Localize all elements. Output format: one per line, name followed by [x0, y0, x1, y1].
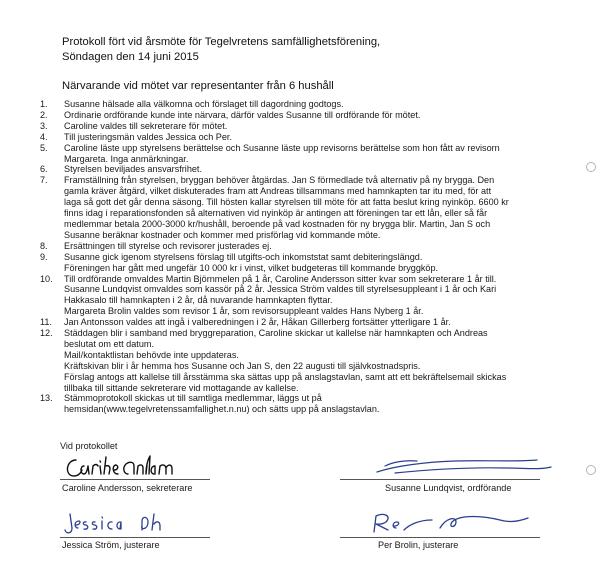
agenda-item-line: Caroline läste upp styrelsens berättelse och Susanne läste upp revisorns berättelse som hon fått av revisorn	[64, 142, 500, 153]
agenda-item-line: gamla kräver åtgärd, vilket diskuterades fram att Andreas tillsammans med hamnkapten tar itu med, för att	[64, 186, 492, 197]
agenda-item-text	[64, 143, 585, 165]
agenda-item-line: Kräftskivan blir i år hemma hos Susanne och Jan S, den 22 augusti till självkostnadspris.	[64, 360, 421, 371]
punch-hole	[586, 465, 596, 475]
agenda-item-text	[64, 274, 585, 318]
agenda-item	[40, 132, 585, 143]
agenda-item-line: Ersättningen till styrelse och revisorer justerades ej.	[64, 240, 272, 251]
agenda-item-line: Till ordförande omvaldes Martin Björnmelen på 1 år, Caroline Andersson sitter kvar som sekreterare 1 år till.	[64, 273, 497, 284]
agenda-item-text	[64, 175, 585, 240]
agenda-item-number: 5.	[40, 142, 48, 153]
adjuster2-signature	[360, 508, 560, 538]
agenda-item	[40, 110, 585, 121]
agenda-item-number: 1.	[40, 99, 48, 109]
agenda-item	[40, 164, 585, 175]
agenda-item-line: Susanne gick igenom styrelsens förslag till utgifts-och inkomststat samt debiteringslängd.	[64, 251, 423, 262]
agenda-item-line: finns idag i reparationsfonden så alternativen vid nyinköp är antingen att föreningen tar ett lån, eller så får	[64, 208, 488, 219]
agenda-item-line: hemsidan(www.tegelvretenssamfallighet.n.nu) och sätts upp på anslagstavlan.	[64, 404, 380, 415]
agenda-item-number: 7.	[40, 175, 48, 186]
agenda-item-number: 12.	[40, 328, 53, 339]
agenda-item	[40, 317, 585, 328]
agenda-item-line: Margareta. Inga anmärkningar.	[64, 153, 189, 164]
agenda-item	[40, 175, 585, 240]
agenda-item-line: Margareta Brolin valdes som revisor 1 år, som revisorsuppleant valdes Hans Nyberg 1 år.	[64, 306, 424, 317]
agenda-item-line: Förslag antogs att kallelse till årsstämma ska sättas upp på anslagstavlan, samt att ett bekräftelsemail skickas	[64, 371, 507, 382]
agenda-item-line: beslutat om ett datum.	[64, 338, 154, 349]
agenda-item-text	[64, 132, 585, 143]
adjuster1-signature	[62, 508, 202, 538]
agenda-item-text	[64, 252, 585, 274]
agenda-item	[40, 252, 585, 274]
meeting-date: Söndagen den 14 juni 2015	[62, 51, 199, 63]
agenda-item-line: Susanne Lundqvist omvaldes som kassör på 2 år. Jessica Ström valdes till styrelsesuppleant i 1 år och Kari	[64, 284, 497, 295]
agenda-item	[40, 143, 585, 165]
agenda-item-number: 9.	[40, 251, 48, 262]
signature-line	[340, 537, 540, 538]
agenda-item-line: Hakkasalo till hamnkapten i 2 år, då nuvarande hamnkapten flyttar.	[64, 295, 333, 306]
agenda-item	[40, 99, 585, 110]
attendance-line: Närvarande vid mötet var representanter från 6 hushåll	[62, 80, 334, 92]
agenda-item-line: Susanne hälsade alla välkomna och förslaget till dagordning godtogs.	[64, 99, 344, 109]
agenda-list	[40, 99, 585, 415]
agenda-item-text	[64, 99, 585, 110]
agenda-item-text	[64, 393, 585, 415]
agenda-item-line: Till justeringsmän valdes Jessica och Per.	[64, 131, 232, 142]
adjuster2-caption: Per Brolin, justerare	[378, 540, 459, 550]
punch-hole	[586, 162, 596, 172]
agenda-item-line: Föreningen har gått med ungefär 10 000 kr i vinst, vilket budgeteras till kommande bryggköp.	[64, 262, 439, 273]
agenda-item-text	[64, 121, 585, 132]
agenda-item-text	[64, 164, 585, 175]
agenda-item-line: Susanne beräknar kostnader och kommer med prisförlag vid kommande möte.	[64, 229, 381, 240]
agenda-item	[40, 393, 585, 415]
agenda-item-line: Stämmoprotokoll skickas ut till samtliga medlemmar, läggs ut på	[64, 393, 322, 404]
signature-line	[60, 479, 210, 480]
agenda-item-line: Framställning från styrelsen, bryggan behöver åtgärdas. Jan S förmedlade två alternativ på ny brygga. Den	[64, 175, 495, 186]
agenda-item-text	[64, 317, 585, 328]
agenda-item-line: Styrelsen beviljades ansvarsfrihet.	[64, 164, 202, 175]
agenda-item-number: 3.	[40, 120, 48, 131]
signature-line	[60, 537, 210, 538]
secretary-signature	[62, 452, 212, 482]
chair-caption: Susanne Lundqvist, ordförande	[385, 483, 512, 493]
agenda-item-number: 4.	[40, 131, 48, 142]
signature-line	[340, 479, 540, 480]
document-title: Protokoll fört vid årsmöte för Tegelvretens samfällighetsförening,	[62, 36, 381, 48]
agenda-item	[40, 241, 585, 252]
agenda-item-line: Mail/kontaktlistan behövde inte uppdateras.	[64, 349, 239, 360]
agenda-item-number: 8.	[40, 240, 48, 251]
agenda-item-text	[64, 241, 585, 252]
agenda-item-number: 6.	[40, 164, 48, 175]
agenda-item-line: Städdagen blir i samband med bryggreparation, Caroline skickar ut kallelse när hamnkapten och Andreas	[64, 328, 488, 339]
agenda-item-line: Jan Antonsson valdes att ingå i valberedningen i 2 år, Håkan Gillerberg fortsätter ytterligare 1 år.	[64, 317, 451, 328]
signature-intro: Vid protokollet	[60, 441, 118, 451]
agenda-item	[40, 121, 585, 132]
secretary-caption: Caroline Andersson, sekreterare	[62, 483, 193, 493]
agenda-item	[40, 328, 585, 393]
agenda-item-number: 10.	[40, 273, 53, 284]
agenda-item-line: Caroline valdes till sekreterare för mötet.	[64, 120, 228, 131]
agenda-item-line: Ordinarie ordförande kunde inte närvara, därför valdes Susanne till ordförande för mötet.	[64, 109, 421, 120]
chair-signature	[365, 452, 565, 480]
adjuster1-caption: Jessica Ström, justerare	[62, 540, 160, 550]
agenda-item	[40, 274, 585, 318]
agenda-item-text	[64, 328, 585, 393]
agenda-item-number: 13.	[40, 393, 53, 404]
agenda-item-text	[64, 110, 585, 121]
agenda-item-line: laga så gott det går denna säsong. Till hösten kallar styrelsen till möte för att fatta beslut kring nyinköp. 6600 kr	[64, 197, 509, 208]
agenda-item-number: 11.	[40, 317, 52, 328]
agenda-item-number: 2.	[40, 109, 48, 120]
agenda-item-line: medlemmar betala 2000-3000 kr/hushåll, beroende på vad kostnaden för ny brygga blir. Martin, Jan S och	[64, 218, 491, 229]
agenda-item-line: tillbaka till sittande sekreterare vid mottagande av kallelse.	[64, 382, 299, 393]
